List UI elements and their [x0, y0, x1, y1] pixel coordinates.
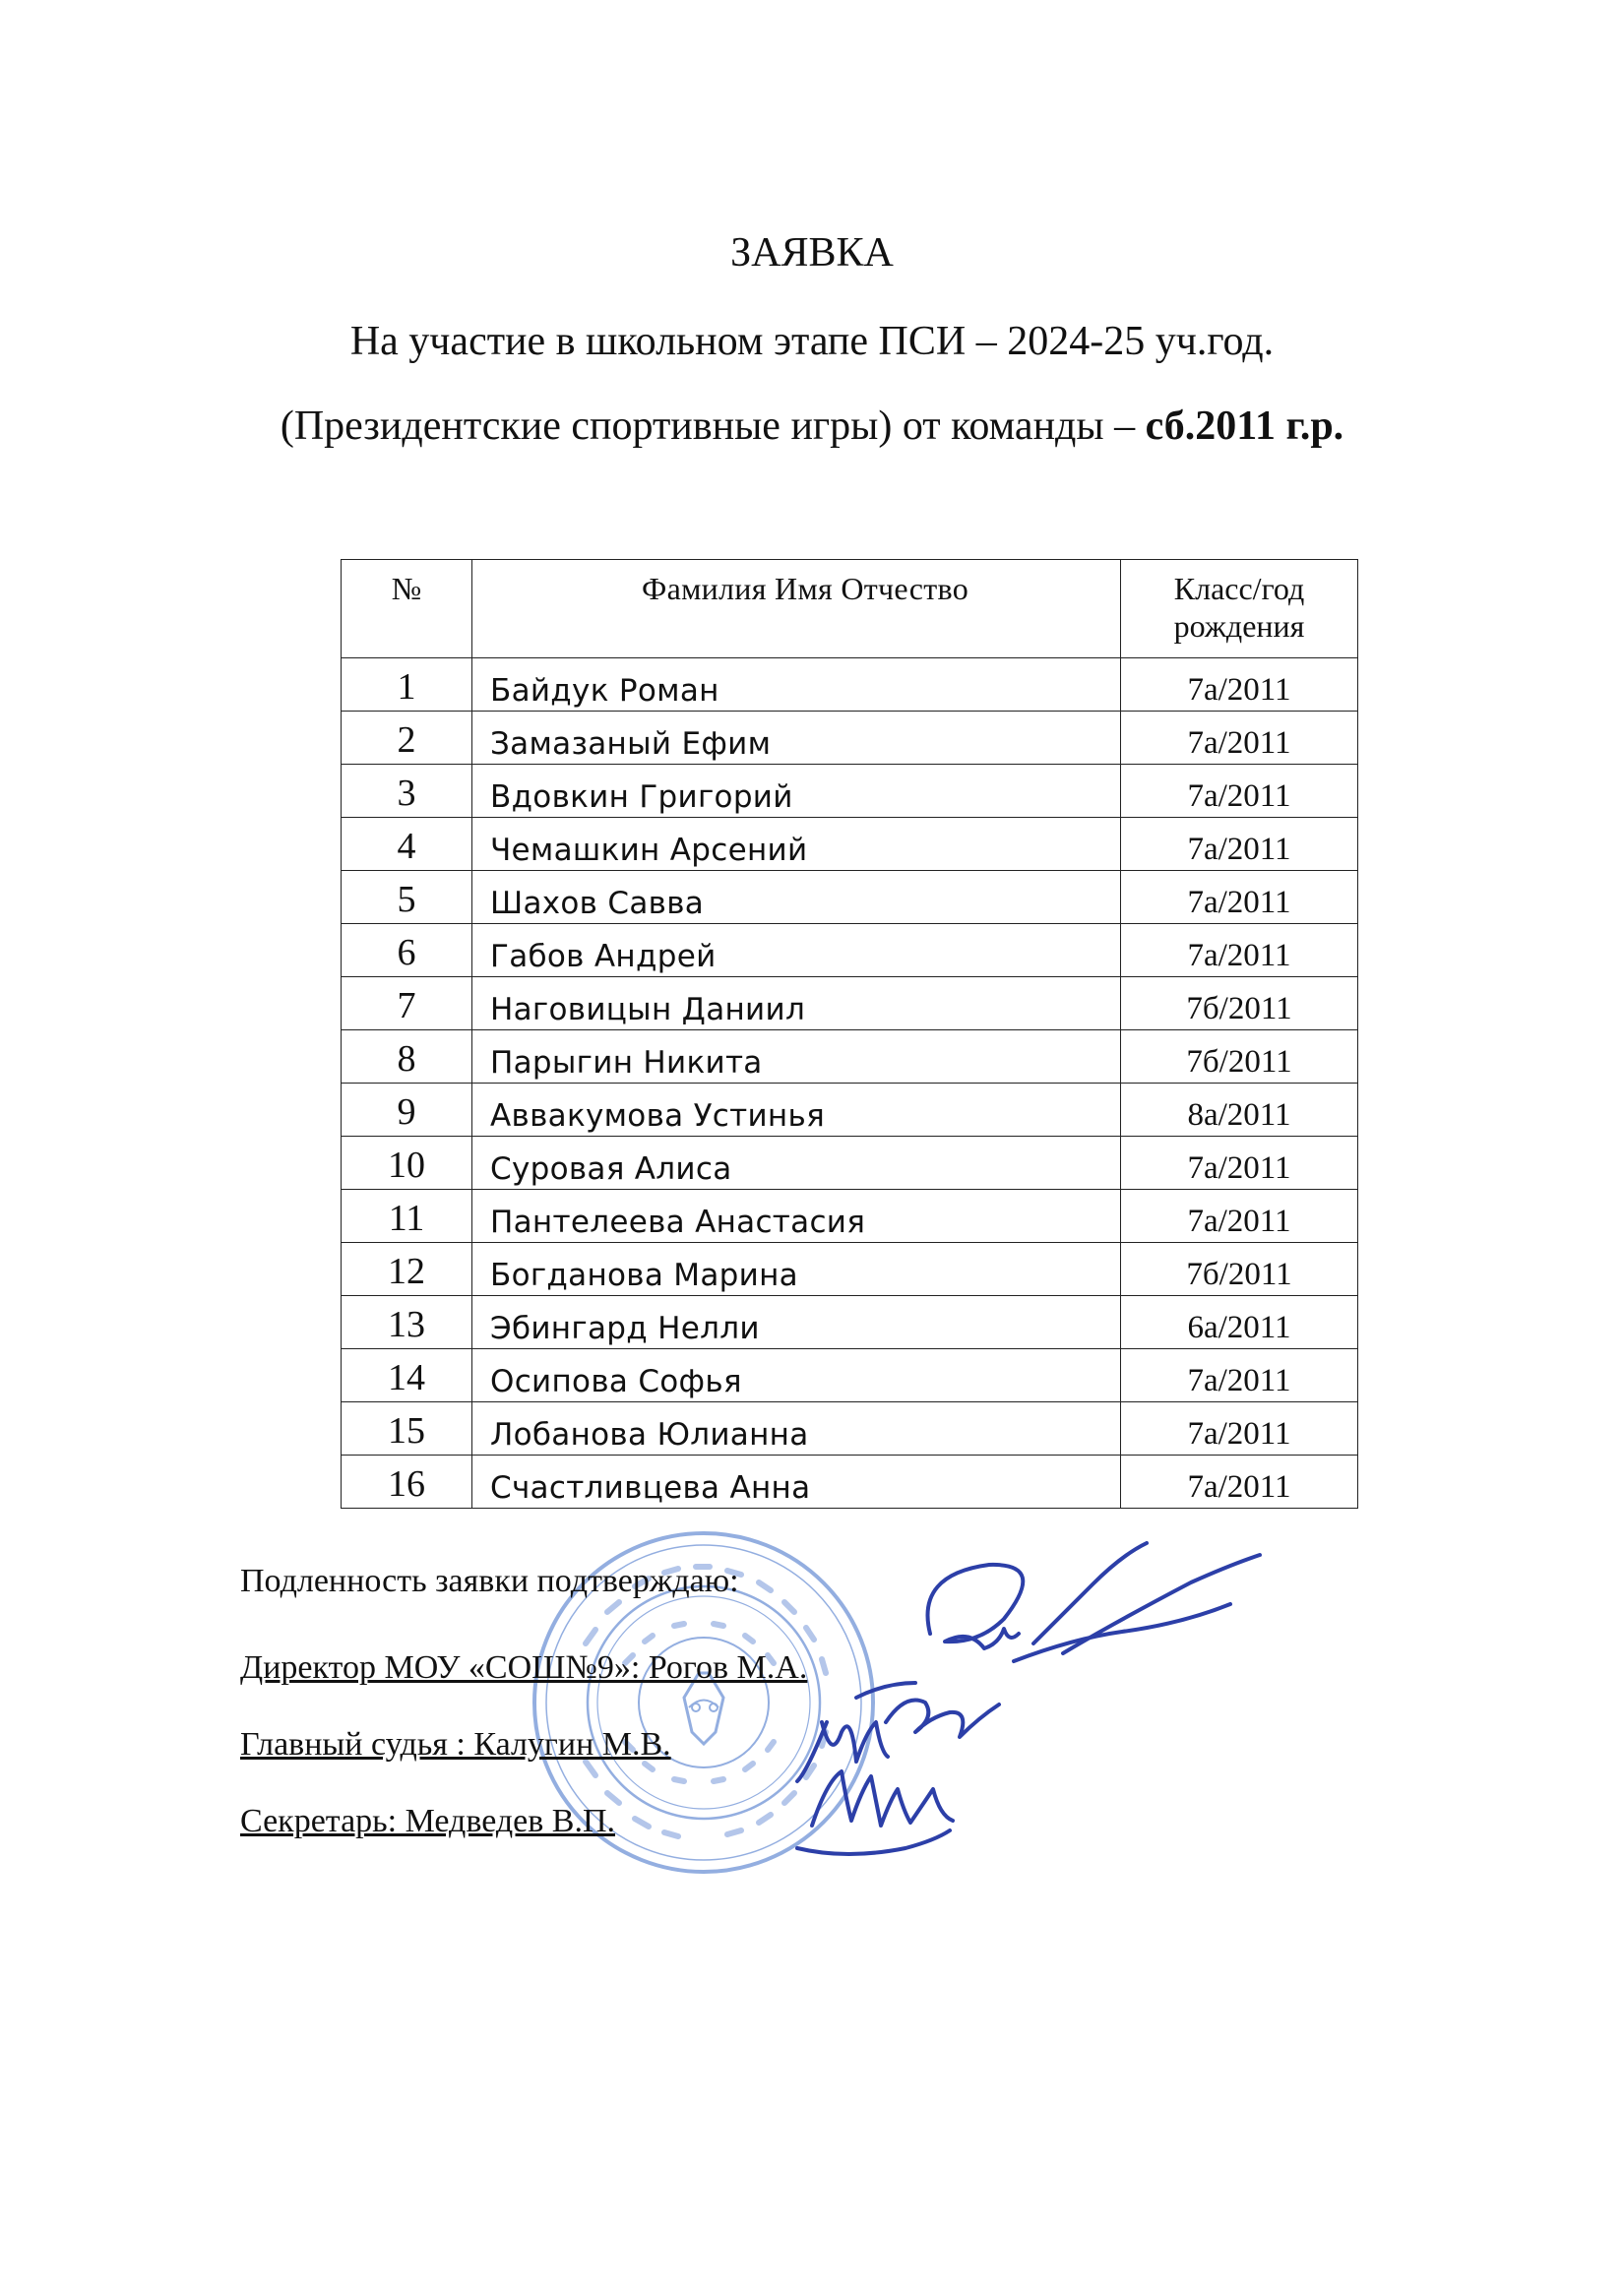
- row-number: 7: [342, 977, 472, 1030]
- table-row: [342, 765, 1358, 818]
- row-class: 7б/2011: [1121, 977, 1358, 1030]
- handwritten-signatures: [768, 1535, 1319, 1890]
- row-number: 16: [342, 1456, 472, 1509]
- row-name: Суровая Алиса: [472, 1137, 1121, 1190]
- row-name: Эбингард Нелли: [472, 1296, 1121, 1349]
- row-number: 11: [342, 1190, 472, 1243]
- row-name: Замазаный Ефим: [472, 712, 1121, 765]
- row-class: 7а/2011: [1121, 1137, 1358, 1190]
- row-name: Парыгин Никита: [472, 1030, 1121, 1084]
- row-number: 4: [342, 818, 472, 871]
- row-name: Богданова Марина: [472, 1243, 1121, 1296]
- row-class: 7а/2011: [1121, 1190, 1358, 1243]
- team-line-prefix: (Президентские спортивные игры) от команды –: [280, 403, 1146, 449]
- row-number: 15: [342, 1402, 472, 1456]
- director-signature-line: Директор МОУ «СОШ№9»: Рогов М.А.: [240, 1649, 808, 1686]
- row-number: 5: [342, 871, 472, 924]
- table-row: [342, 1084, 1358, 1137]
- header-class: Класс/год рождения: [1121, 560, 1358, 658]
- row-class: 7а/2011: [1121, 1402, 1358, 1456]
- roster-table: [341, 559, 1358, 1509]
- row-number: 3: [342, 765, 472, 818]
- row-number: 10: [342, 1137, 472, 1190]
- row-class: 7а/2011: [1121, 1349, 1358, 1402]
- table-row: [342, 1402, 1358, 1456]
- row-name: Лобанова Юлианна: [472, 1402, 1121, 1456]
- row-class: 7а/2011: [1121, 712, 1358, 765]
- row-class: 7а/2011: [1121, 658, 1358, 712]
- table-row: [342, 818, 1358, 871]
- table-header-row: [342, 560, 1358, 658]
- team-line: [0, 402, 1624, 451]
- row-name: Байдук Роман: [472, 658, 1121, 712]
- row-number: 2: [342, 712, 472, 765]
- row-class: 7а/2011: [1121, 1456, 1358, 1509]
- row-class: 8а/2011: [1121, 1084, 1358, 1137]
- row-number: 12: [342, 1243, 472, 1296]
- row-number: 14: [342, 1349, 472, 1402]
- row-number: 1: [342, 658, 472, 712]
- table-row: [342, 1190, 1358, 1243]
- row-class: 7а/2011: [1121, 765, 1358, 818]
- table-row: [342, 1349, 1358, 1402]
- table-row: [342, 1030, 1358, 1084]
- row-name: Шахов Савва: [472, 871, 1121, 924]
- table-row: [342, 871, 1358, 924]
- row-class: 7а/2011: [1121, 818, 1358, 871]
- row-name: Пантелеева Анастасия: [472, 1190, 1121, 1243]
- roster-body: [342, 658, 1358, 1509]
- row-name: Чемашкин Арсений: [472, 818, 1121, 871]
- row-number: 13: [342, 1296, 472, 1349]
- table-row: [342, 1137, 1358, 1190]
- row-name: Наговицын Даниил: [472, 977, 1121, 1030]
- row-number: 8: [342, 1030, 472, 1084]
- table-row: [342, 1243, 1358, 1296]
- header-number: №: [342, 560, 472, 658]
- row-number: 9: [342, 1084, 472, 1137]
- document-subtitle: На участие в школьном этапе ПСИ – 2024-25 уч.год.: [349, 319, 1275, 364]
- row-class: 6а/2011: [1121, 1296, 1358, 1349]
- document-title: ЗАЯВКА: [730, 230, 894, 276]
- secretary-signature-line: Секретарь: Медведев В.П.: [240, 1803, 616, 1839]
- table-row: [342, 712, 1358, 765]
- row-class: 7а/2011: [1121, 924, 1358, 977]
- row-name: Осипова Софья: [472, 1349, 1121, 1402]
- row-name: Габов Андрей: [472, 924, 1121, 977]
- judge-signature-line: Главный судья : Калугин М.В.: [240, 1726, 671, 1763]
- row-class: 7а/2011: [1121, 871, 1358, 924]
- table-row: [342, 658, 1358, 712]
- confirmation-text: Подленность заявки подтверждаю:: [240, 1563, 739, 1599]
- row-number: 6: [342, 924, 472, 977]
- row-name: Аввакумова Устинья: [472, 1084, 1121, 1137]
- table-row: [342, 977, 1358, 1030]
- row-name: Счастливцева Анна: [472, 1456, 1121, 1509]
- header-name: Фамилия Имя Отчество: [472, 560, 1121, 658]
- row-name: Вдовкин Григорий: [472, 765, 1121, 818]
- table-row: [342, 924, 1358, 977]
- row-class: 7б/2011: [1121, 1030, 1358, 1084]
- table-row: [342, 1296, 1358, 1349]
- row-class: 7б/2011: [1121, 1243, 1358, 1296]
- team-name: сб.2011 г.р.: [1145, 403, 1344, 449]
- table-row: [342, 1456, 1358, 1509]
